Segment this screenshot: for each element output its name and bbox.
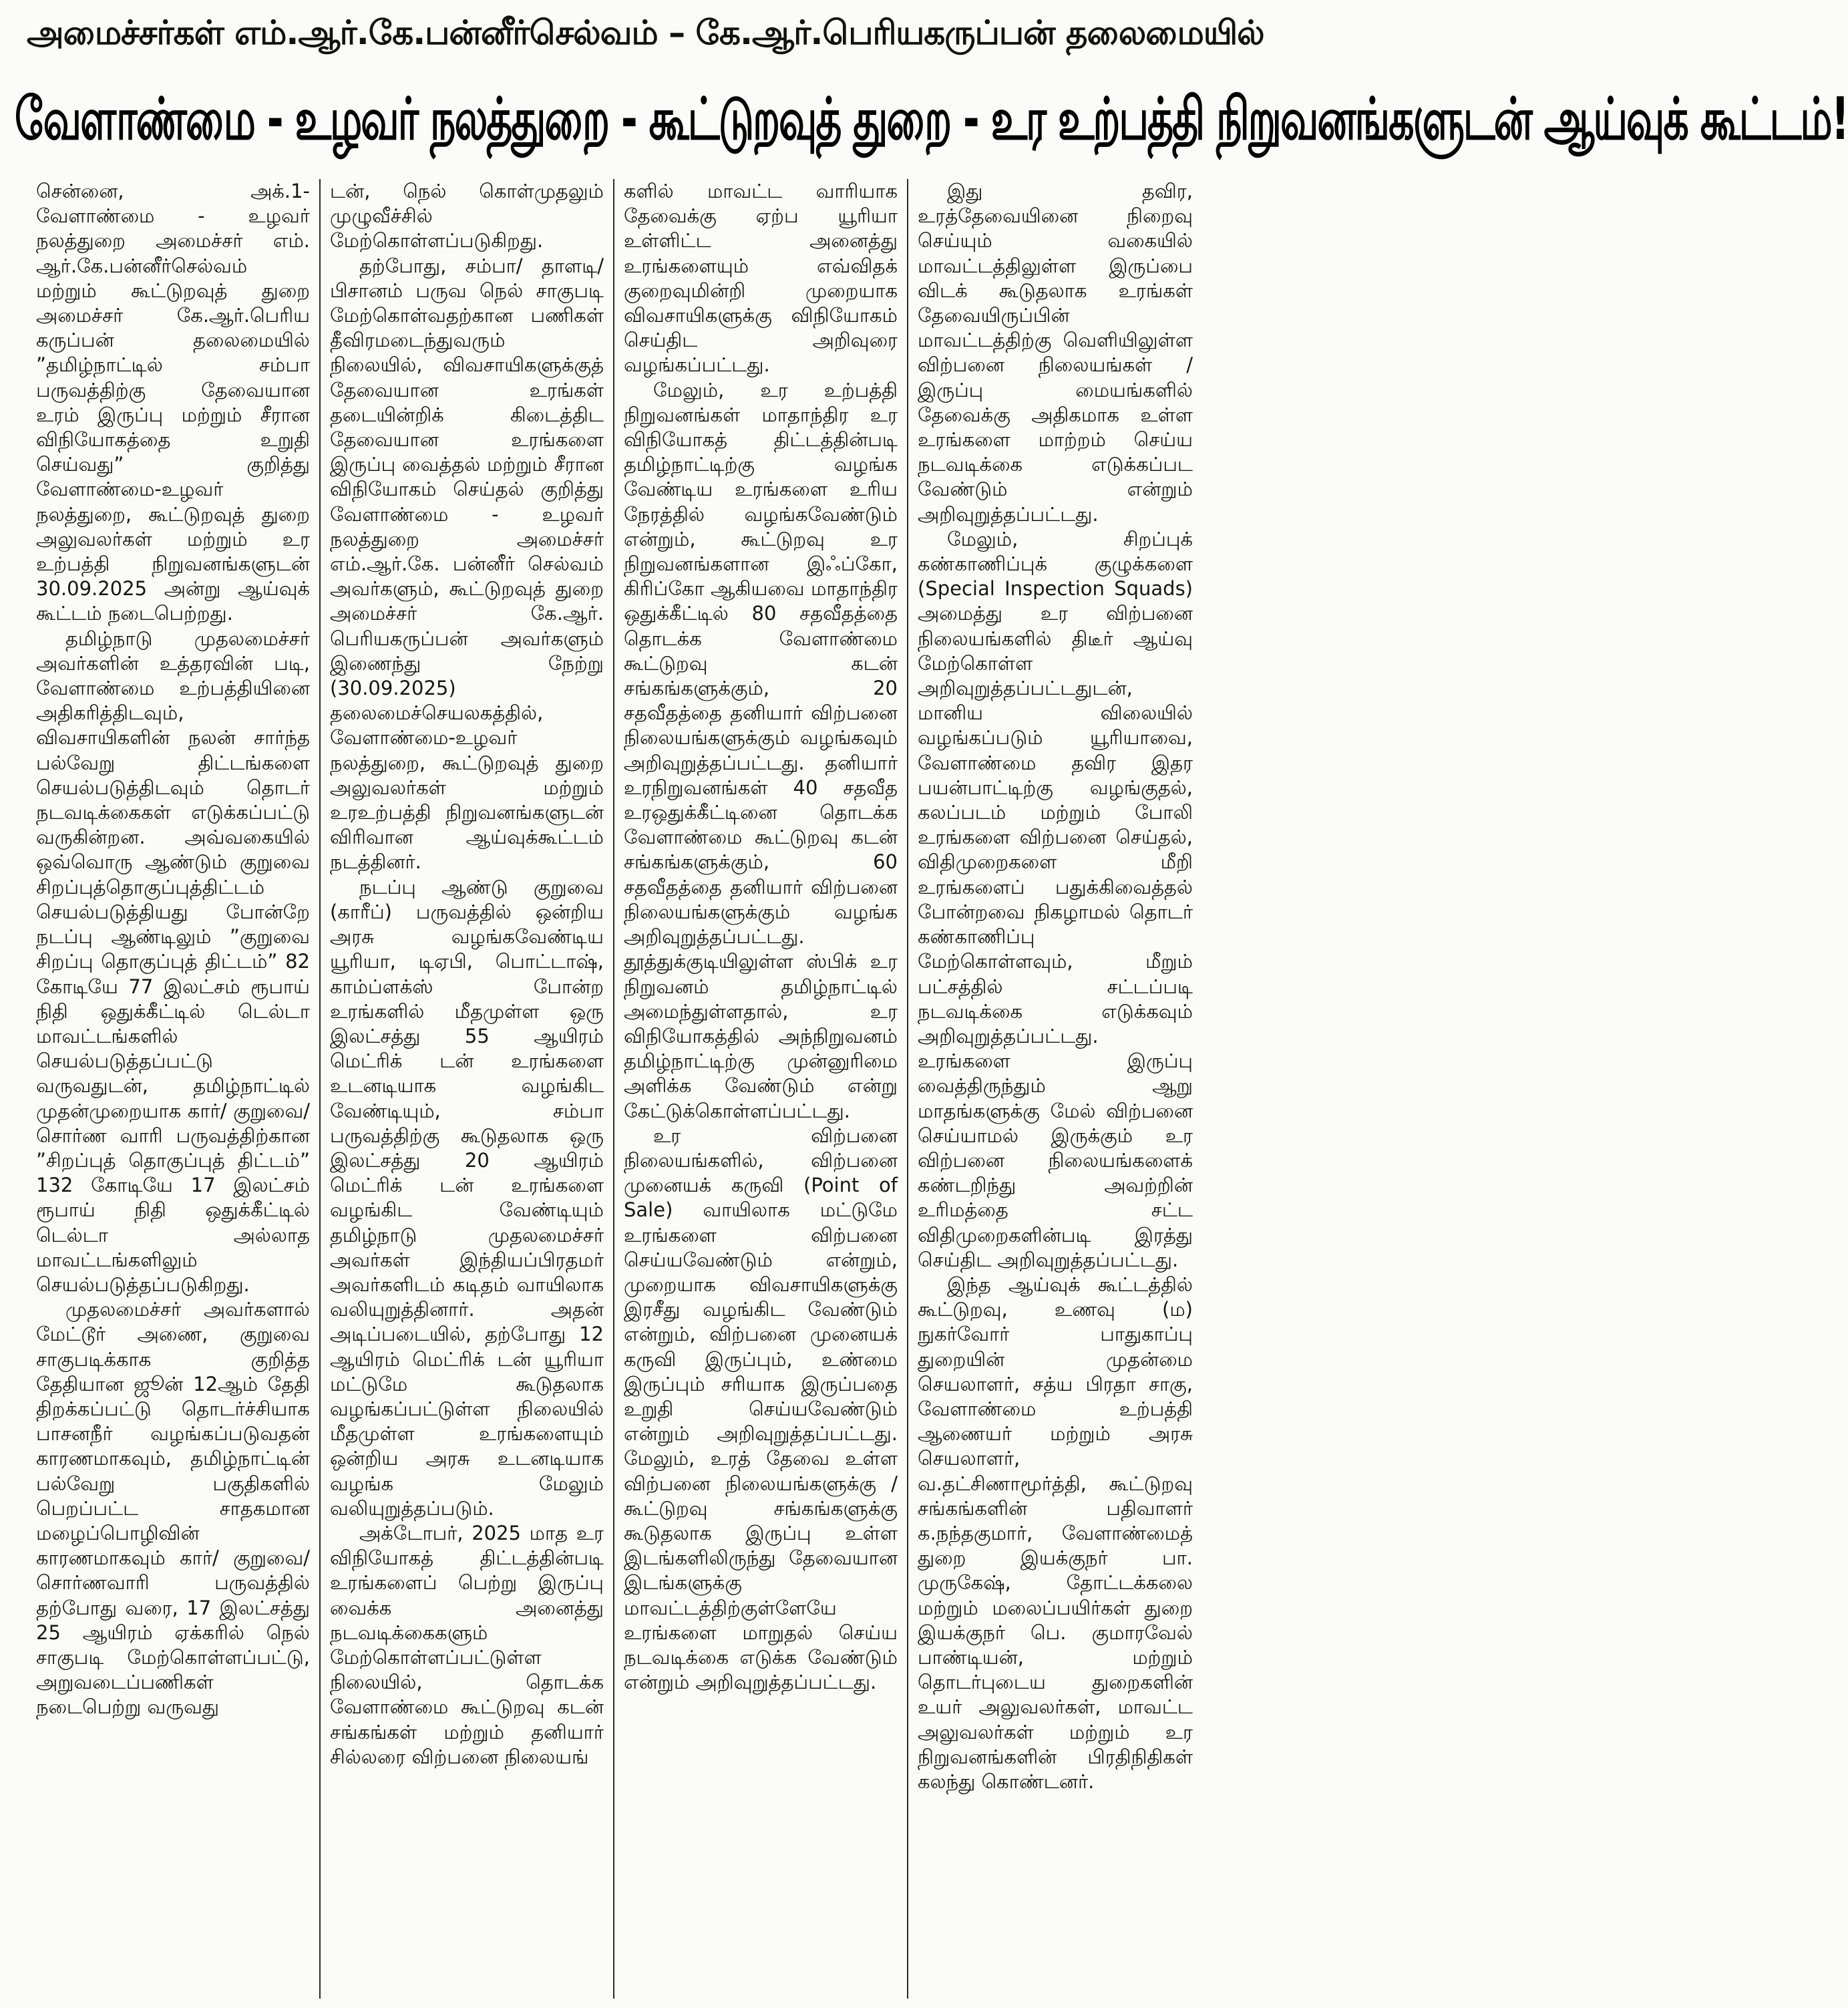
paragraph: சென்னை, அக்.1- வேளாண்மை - உழவர் நலத்துறை அமைச்சர் எம். ஆர்.கே.பன்னீர்செல்வம் மற்றும் கூட்டுறவுத் துறை அமைச்சர் கே.ஆர்.பெரிய கருப்பன் தலைமையில் ”தமிழ்நாட்டில் சம்பா பருவத்திற்கு தேவையான உரம் இருப்பு மற்றும் சீரான விநியோகத்தை உறுதி செய்வது” குறித்து வேளாண்மை-உழவர் நலத்துறை, கூட்டுறவுத் துறை அலுவலர்கள் மற்றும் உர உற்பத்தி நிறுவனங்களுடன் 30.09.2025 அன்று ஆய்வுக் கூட்டம் நடைபெற்றது. [36,180,310,625]
paragraph: அக்டோபர், 2025 மாத உர விநியோகத் திட்டத்தின்படி உரங்களைப் பெற்று இருப்பு வைக்க அனைத்து நடவடிக்கைகளும் மேற்கொள்ளப்பட்டுள்ள நிலையில், தொடக்க வேளாண்மை கூட்டுறவு கடன் சங்கங்கள் மற்றும் தனியார் சில்லரை விற்பனை நிலையங் [330,1521,604,1768]
paragraph: நடப்பு ஆண்டு குறுவை (காரீப்) பருவத்தில் ஒன்றிய அரசு வழங்கவேண்டிய யூரியா, டிஏபி, பொட்டாஷ், காம்ப்ளக்ஸ் போன்ற உரங்களில் மீதமுள்ள ஒரு இலட்சத்து 55 ஆயிரம் மெட்ரிக் டன் உரங்களை உடனடியாக வழங்கிட வேண்டியும், சம்பா பருவத்திற்கு கூடுதலாக ஒரு இலட்சத்து 20 ஆயிரம் மெட்ரிக் டன் உரங்களை வழங்கிட வேண்டியும் தமிழ்நாடு முதலமைச்சர் அவர்கள் இந்தியப்பிரதமர் அவர்களிடம் கடிதம் வாயிலாக வலியுறுத்தினார். அதன் அடிப்படையில், தற்போது 12 ஆயிரம் மெட்ரிக் டன் யூரியா மட்டுமே கூடுதலாக வழங்கப்பட்டுள்ள நிலையில் மீதமுள்ள உரங்களையும் ஒன்றிய அரசு உடனடியாக வழங்க மேலும் வலியுறுத்தப்படும். [330,875,604,1520]
article-kicker: அமைச்சர்கள் எம்.ஆர்.கே.பன்னீர்செல்வம் – கே.ஆர்.பெரியகருப்பன் தலைமையில் [27,13,1264,52]
paragraph: தமிழ்நாடு முதலமைச்சர் அவர்களின் உத்தரவின் படி, வேளாண்மை உற்பத்தியினை அதிகரித்திடவும், விவசாயிகளின் நலன் சார்ந்த பல்வேறு திட்டங்களை செயல்படுத்திடவும் தொடர் நடவடிக்கைகள் எடுக்கப்பட்டு வருகின்றன. அவ்வகையில் ஒவ்வொரு ஆண்டும் குறுவை சிறப்புத்தொகுப்புத்திட்டம் செயல்படுத்தியது போன்றே நடப்பு ஆண்டிலும் ”குறுவை சிறப்பு தொகுப்புத் திட்டம்” 82 கோடியே 77 இலட்சம் ரூபாய் நிதி ஒதுக்கீட்டில் டெல்டா மாவட்டங்களில் செயல்படுத்தப்பட்டு வருவதுடன், தமிழ்நாட்டில் முதன்முறையாக கார்/ குறுவை/சொர்ண வாரி பருவத்திற்கான ”சிறப்புத் தொகுப்புத் திட்டம்” 132 கோடியே 17 இலட்சம் ரூபாய் நிதி ஒதுக்கீட்டில் டெல்டா அல்லாத மாவட்டங்களிலும் செயல்படுத்தப்படுகிறது. [36,627,310,1296]
paragraph: களில் மாவட்ட வாரியாக தேவைக்கு ஏற்ப யூரியா உள்ளிட்ட அனைத்து உரங்களையும் எவ்விதக் குறைவுமின்றி முறையாக விவசாயிகளுக்கு விநியோகம் செய்திட அறிவுரை வழங்கப்பட்டது. [624,180,898,377]
paragraph: டன், நெல் கொள்முதலும் முழுவீச்சில் மேற்கொள்ளப்படுகிறது. [330,180,604,253]
paragraph: முதலமைச்சர் அவர்களால் மேட்டூர் அணை, குறுவை சாகுபடிக்காக குறித்த தேதியான ஜூன் 12ஆம் தேதி திறக்கப்பட்டு தொடர்ச்சியாக பாசனநீர் வழங்கப்படுவதன் காரணமாகவும், தமிழ்நாட்டின் பல்வேறு பகுதிகளில் பெறப்பட்ட சாதகமான மழைப்பொழிவின் காரணமாகவும் கார்/ குறுவை/ சொர்ணவாரி பருவத்தில் தற்போது வரை, 17 இலட்சத்து 25 ஆயிரம் ஏக்கரில் நெல் சாகுபடி மேற்கொள்ளப்பட்டு, அறுவடைப்பணிகள் நடைபெற்று வருவது [36,1298,310,1719]
paragraph: இந்த ஆய்வுக் கூட்டத்தில் கூட்டுறவு, உணவு (ம) நுகர்வோர் பாதுகாப்பு துறையின் முதன்மை செயலாளர், சத்ய பிரதா சாகு, வேளாண்மை உற்பத்தி ஆணையர் மற்றும் அரசு செயலாளர், வ.தட்சிணாமூர்த்தி, கூட்டுறவு சங்கங்களின் பதிவாளர் க.நந்தகுமார், வேளாண்மைத் துறை இயக்குநர் பா. முருகேஷ், தோட்டக்கலை மற்றும் மலைப்பயிர்கள் துறை இயக்குநர் பெ. குமாரவேல் பாண்டியன், மற்றும் தொடர்புடைய துறைகளின் உயர் அலுவலர்கள், மாவட்ட அலுவலர்கள் மற்றும் உர நிறுவனங்களின் பிரதிநிதிகள் கலந்து கொண்டனர். [918,1273,1193,1793]
article-column-2 [321,179,614,1999]
article-column-4 [908,179,1202,1999]
article-column-3 [614,179,908,1999]
article-headline: வேளாண்மை - உழவர் நலத்துறை - கூட்டுறவுத் துறை - உர உற்பத்தி நிறுவனங்களுடன் ஆய்வுக் கூட்டம்! [15,86,1848,154]
article-body [27,179,1202,1999]
paragraph: உர விற்பனை நிலையங்களில், விற்பனை முனையக் கருவி (Point of Sale) வாயிலாக மட்டுமே உரங்களை விற்பனை செய்யவேண்டும் என்றும், முறையாக விவசாயிகளுக்கு இரசீது வழங்கிட வேண்டும் என்றும், விற்பனை முனையக் கருவி இருப்பும், உண்மை இருப்பும் சரியாக இருப்பதை உறுதி செய்யவேண்டும் என்றும் அறிவுறுத்தப்பட்டது. மேலும், உரத் தேவை உள்ள விற்பனை நிலையங்களுக்கு / கூட்டுறவு சங்கங்களுக்கு கூடுதலாக இருப்பு உள்ள இடங்களிலிருந்து தேவையான இடங்களுக்கு மாவட்டத்திற்குள்ளேயே உரங்களை மாறுதல் செய்ய நடவடிக்கை எடுக்க வேண்டும் என்றும் அறிவுறுத்தப்பட்டது. [624,1124,898,1694]
paragraph: மேலும், சிறப்புக் கண்காணிப்புக் குழுக்களை (Special Inspection Squads) அமைத்து உர விற்பனை நிலையங்களில் திடீர் ஆய்வு மேற்கொள்ள அறிவுறுத்தப்பட்டதுடன், மானிய விலையில் வழங்கப்படும் யூரியாவை, வேளாண்மை தவிர இதர பயன்பாட்டிற்கு வழங்குதல், கலப்படம் மற்றும் போலி உரங்களை விற்பனை செய்தல், விதிமுறைகளை மீறி உரங்களைப் பதுக்கிவைத்தல் போன்றவை நிகழாமல் தொடர் கண்காணிப்பு மேற்கொள்ளவும், மீறும் பட்சத்தில் சட்டப்படி நடவடிக்கை எடுக்கவும் அறிவுறுத்தப்பட்டது. உரங்களை இருப்பு வைத்திருந்தும் ஆறு மாதங்களுக்கு மேல் விற்பனை செய்யாமல் இருக்கும் உர விற்பனை நிலையங்களைக் கண்டறிந்து அவற்றின் உரிமத்தை சட்ட விதிமுறைகளின்படி இரத்து செய்திட அறிவுறுத்தப்பட்டது. [918,527,1193,1271]
article-column-1 [27,179,321,1999]
paragraph: இது தவிர, உரத்தேவையினை நிறைவு செய்யும் வகையில் மாவட்டத்திலுள்ள இருப்பை விடக் கூடுதலாக உரங்கள் தேவையிருப்பின் மாவட்டத்திற்கு வெளியிலுள்ள விற்பனை நிலையங்கள் / இருப்பு மையங்களில் தேவைக்கு அதிகமாக உள்ள உரங்களை மாற்றம் செய்ய நடவடிக்கை எடுக்கப்பட வேண்டும் என்றும் அறிவுறுத்தப்பட்டது. [918,180,1193,526]
paragraph: மேலும், உர உற்பத்தி நிறுவனங்கள் மாதாந்திர உர விநியோகத் திட்டத்தின்படி தமிழ்நாட்டிற்கு வழங்க வேண்டிய உரங்களை உரிய நேரத்தில் வழங்கவேண்டும் என்றும், கூட்டுறவு உர நிறுவனங்களான இஃப்கோ, கிரிப்கோ ஆகியவை மாதாந்திர ஒதுக்கீட்டில் 80 சதவீதத்தை தொடக்க வேளாண்மை கூட்டுறவு கடன் சங்கங்களுக்கும், 20 சதவீதத்தை தனியார் விற்பனை நிலையங்களுக்கும் வழங்கவும் அறிவுறுத்தப்பட்டது. தனியார் உரநிறுவனங்கள் 40 சதவீத உரஒதுக்கீட்டினை தொடக்க வேளாண்மை கூட்டுறவு கடன் சங்கங்களுக்கும், 60 சதவீதத்தை தனியார் விற்பனை நிலையங்களுக்கும் வழங்க அறிவுறுத்தப்பட்டது. தூத்துக்குடியிலுள்ள ஸ்பிக் உர நிறுவனம் தமிழ்நாட்டில் அமைந்துள்ளதால், உர விநியோகத்தில் அந்நிறுவனம் தமிழ்நாட்டிற்கு முன்னுரிமை அளிக்க வேண்டும் என்று கேட்டுக்கொள்ளப்பட்டது. [624,378,898,1122]
paragraph: தற்போது, சம்பா/ தாளடி/பிசானம் பருவ நெல் சாகுபடி மேற்கொள்வதற்கான பணிகள் தீவிரமடைந்துவரும் நிலையில், விவசாயிகளுக்குத் தேவையான உரங்கள் தடையின்றிக் கிடைத்திட தேவையான உரங்களை இருப்பு வைத்தல் மற்றும் சீரான விநியோகம் செய்தல் குறித்து வேளாண்மை - உழவர் நலத்துறை அமைச்சர் எம்.ஆர்.கே. பன்னீர் செல்வம் அவர்களும், கூட்டுறவுத் துறை அமைச்சர் கே.ஆர். பெரியகருப்பன் அவர்களும் இணைந்து நேற்று (30.09.2025) தலைமைச்செயலகத்தில், வேளாண்மை-உழவர் நலத்துறை, கூட்டுறவுத் துறை அலுவலர்கள் மற்றும் உரஉற்பத்தி நிறுவனங்களுடன் விரிவான ஆய்வுக்கூட்டம் நடத்தினர். [330,254,604,874]
